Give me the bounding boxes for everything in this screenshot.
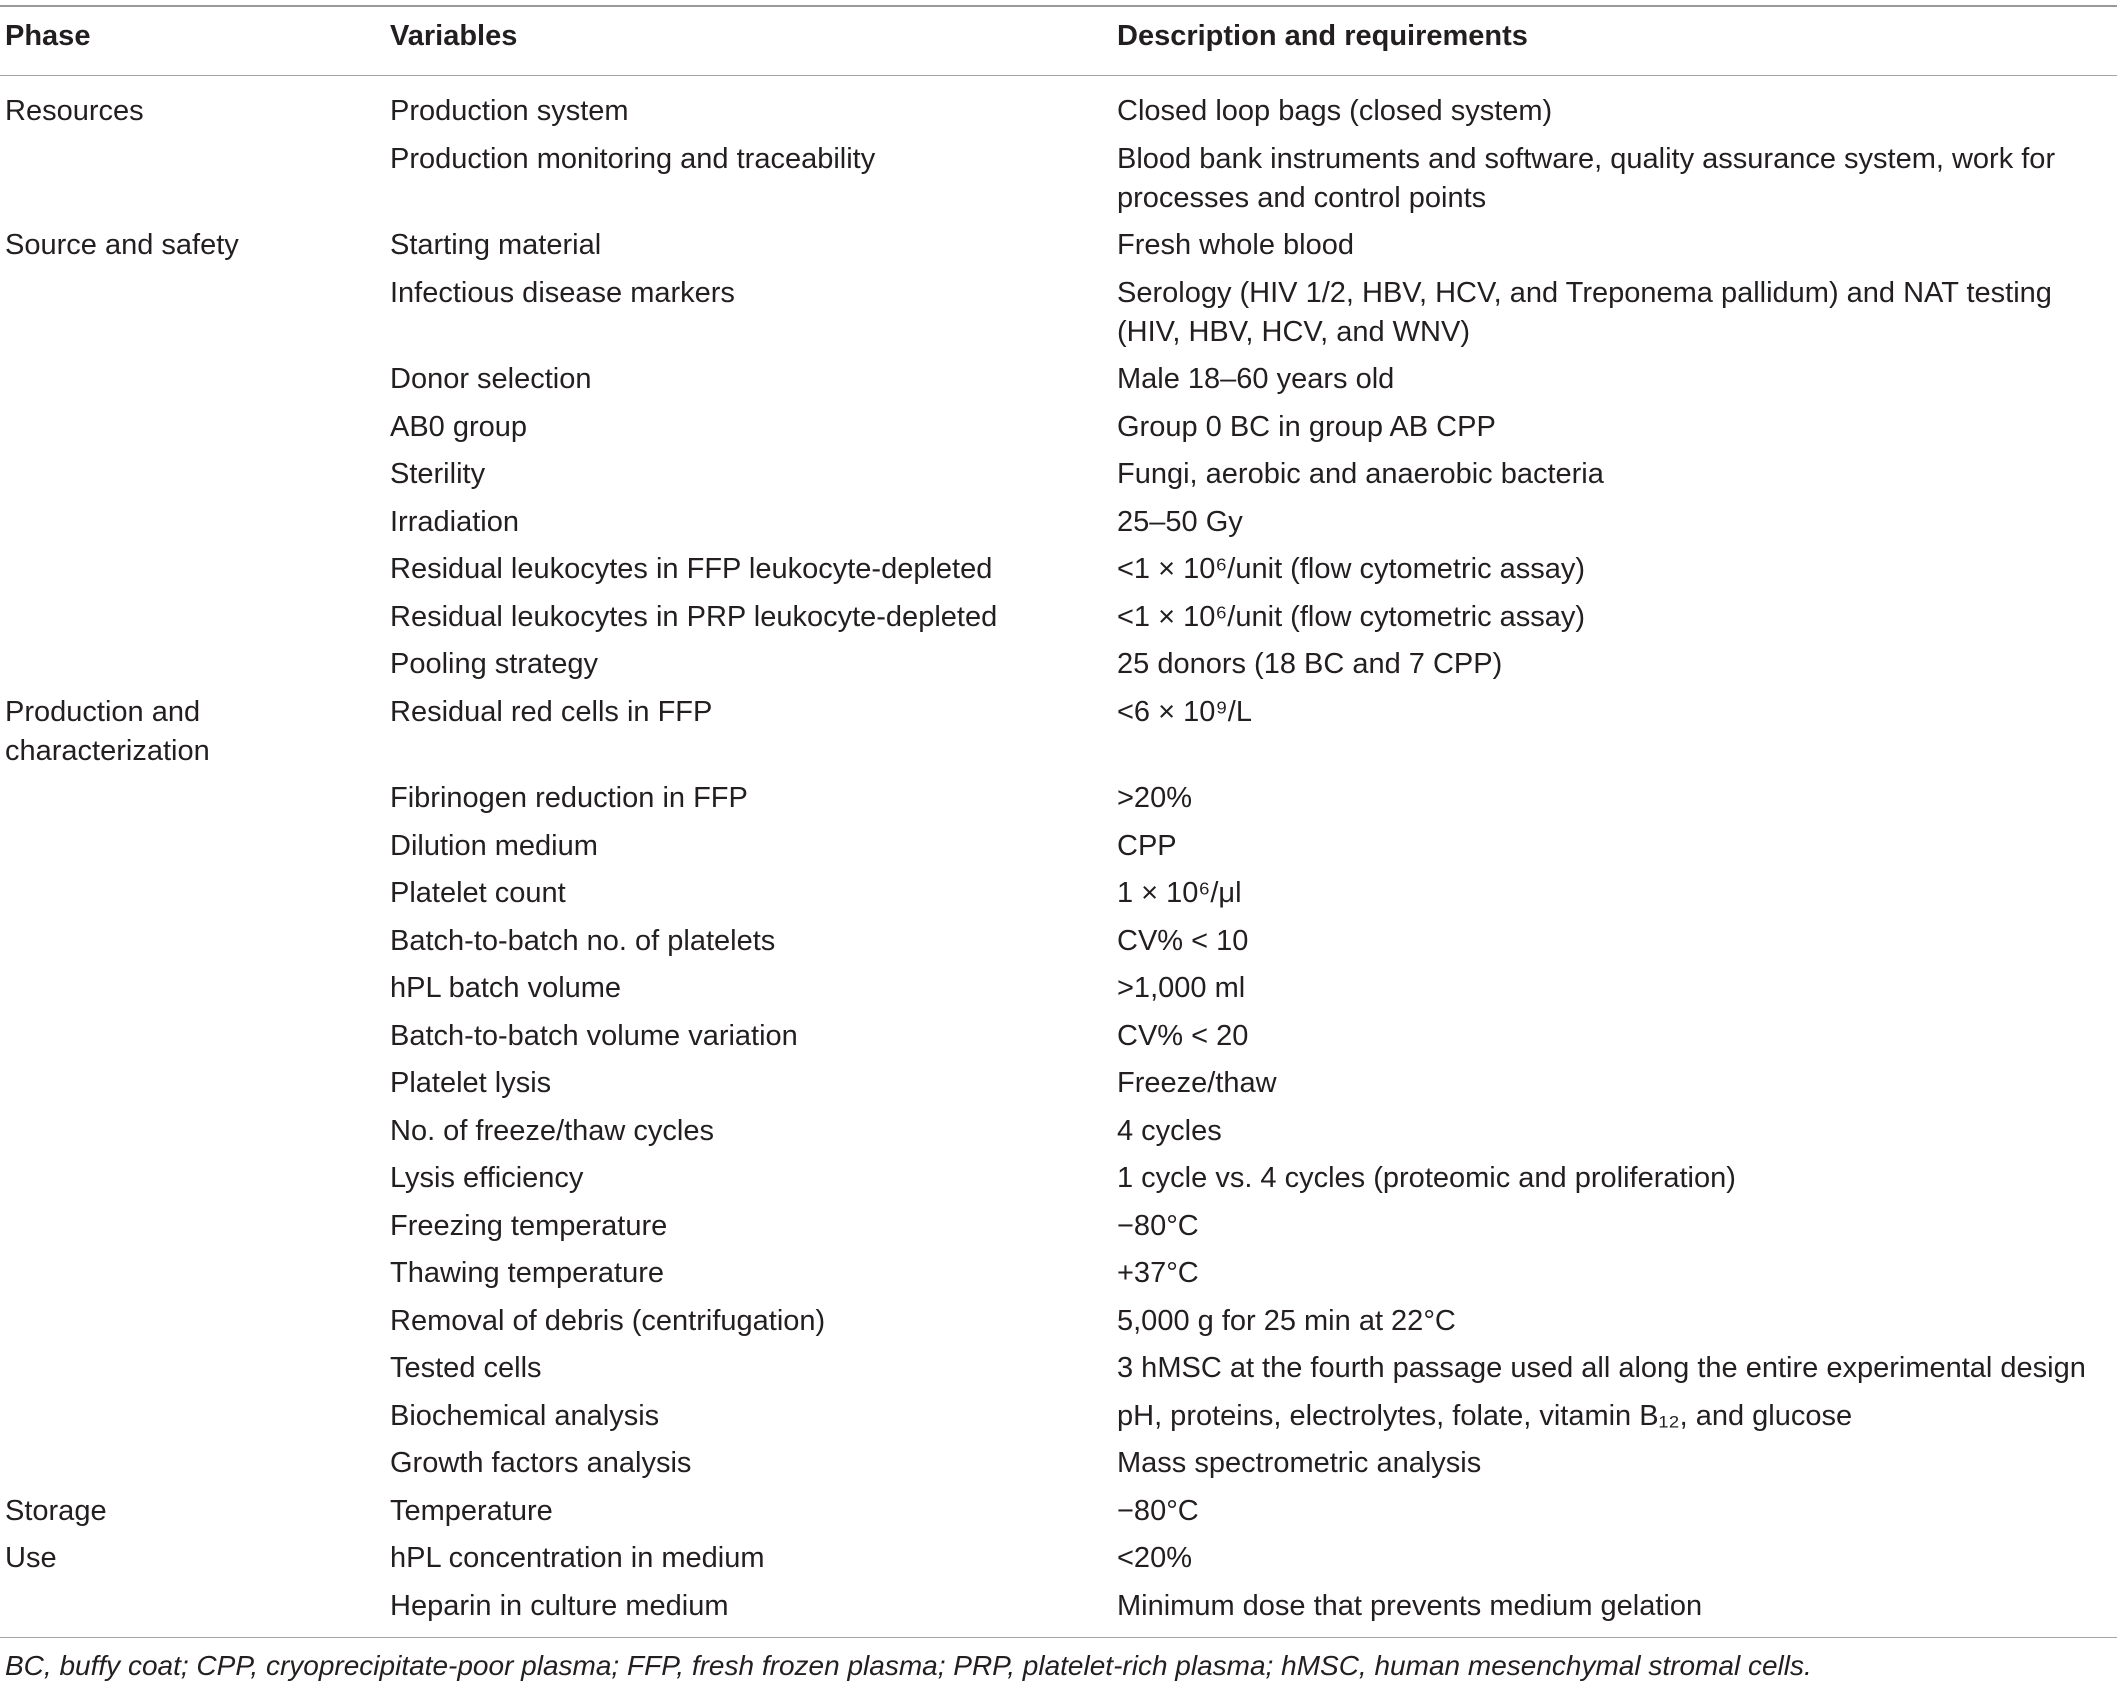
table-row (0, 827, 2117, 875)
cell-description: Closed loop bags (closed system) (1117, 95, 1553, 127)
table-row (0, 550, 2117, 598)
cell-variable: Residual leukocytes in FFP leukocyte-depleted (390, 553, 993, 585)
cell-description: Male 18–60 years old (1117, 363, 1395, 395)
cell-variable: Production monitoring and traceability (390, 142, 876, 175)
cell-variable: Starting material (390, 229, 602, 261)
table-row (0, 1349, 2117, 1397)
table-row (0, 1302, 2117, 1350)
cell-variable: No. of freeze/thaw cycles (390, 1114, 714, 1147)
cell-phase: Source and safety (5, 229, 239, 261)
cell-description: Freeze/thaw (1117, 1067, 1277, 1099)
table-row (0, 693, 2117, 780)
table-row (0, 969, 2117, 1017)
cell-description: Group 0 BC in group AB CPP (1117, 410, 1496, 443)
cell-description: 3 hMSC at the fourth passage used all along the entire experimental design (1117, 1352, 2086, 1384)
cell-variable: Fibrinogen reduction in FFP (390, 782, 748, 814)
cell-description: 5,000 g for 25 min at 22°C (1117, 1304, 1456, 1337)
cell-description: <1 × 10⁶/unit (flow cytometric assay) (1117, 553, 1586, 585)
table-row (0, 360, 2117, 408)
table-row (0, 503, 2117, 551)
cell-description: Fungi, aerobic and anaerobic bacteria (1117, 458, 1604, 490)
cell-description: pH, proteins, electrolytes, folate, vitamin B₁₂, and glucose (1117, 1399, 1853, 1432)
cell-description: −80°C (1117, 1209, 1199, 1242)
table-row (0, 874, 2117, 922)
cell-variable: Platelet count (390, 877, 566, 909)
table-row (0, 779, 2117, 827)
cell-phase: Use (5, 1542, 57, 1574)
cell-variable: Donor selection (390, 363, 592, 395)
cell-description: Fresh whole blood (1117, 229, 1354, 261)
cell-description: <20% (1117, 1542, 1192, 1574)
cell-variable: Sterility (390, 458, 486, 490)
cell-description: >20% (1117, 782, 1192, 814)
cell-description: <1 × 10⁶/unit (flow cytometric assay) (1117, 600, 1586, 633)
cell-phase: Storage (5, 1494, 107, 1527)
table-row (0, 645, 2117, 693)
table-row (0, 1587, 2117, 1635)
cell-variable: Freezing temperature (390, 1209, 668, 1242)
table-row (0, 1397, 2117, 1445)
cell-variable: Batch-to-batch volume variation (390, 1019, 798, 1052)
cell-description: >1,000 ml (1117, 972, 1246, 1004)
cell-variable: Platelet lysis (390, 1067, 552, 1099)
table-body (0, 92, 2117, 1634)
cell-variable: Infectious disease markers (390, 276, 735, 309)
cell-description: 1 × 10⁶/μl (1117, 877, 1242, 909)
table-row (0, 1017, 2117, 1065)
cell-description: Blood bank instruments and software, quality assurance system, work for processes and control points (1117, 142, 2056, 214)
cell-variable: Temperature (390, 1494, 553, 1527)
cell-variable: Growth factors analysis (390, 1447, 692, 1479)
cell-description: Serology (HIV 1/2, HBV, HCV, and Treponema pallidum) and NAT testing (HIV, HBV, HCV, and WNV) (1117, 276, 2052, 348)
cell-variable: AB0 group (390, 410, 528, 443)
table-row (0, 455, 2117, 503)
table-row (0, 92, 2117, 140)
cell-description: 4 cycles (1117, 1114, 1222, 1147)
cell-phase: Resources (5, 95, 144, 127)
table-bottom-rule (0, 1637, 2117, 1638)
table-row (0, 1254, 2117, 1302)
table-row (0, 1207, 2117, 1255)
cell-variable: Dilution medium (390, 829, 598, 862)
cell-variable: Heparin in culture medium (390, 1589, 729, 1622)
table-row (0, 922, 2117, 970)
cell-description: <6 × 10⁹/L (1117, 695, 1252, 728)
table-row (0, 1539, 2117, 1587)
cell-variable: Pooling strategy (390, 648, 598, 680)
cell-variable: Production system (390, 95, 629, 127)
table-row (0, 274, 2117, 361)
cell-description: 25 donors (18 BC and 7 CPP) (1117, 648, 1503, 680)
cell-description: Minimum dose that prevents medium gelation (1117, 1589, 1703, 1622)
table-row (0, 1159, 2117, 1207)
cell-description: 1 cycle vs. 4 cycles (proteomic and proliferation) (1117, 1162, 1736, 1194)
header-phase: Phase (5, 20, 91, 52)
table-header (0, 20, 2117, 60)
table-header-rule (0, 75, 2117, 76)
cell-description: CV% < 20 (1117, 1019, 1249, 1052)
header-variables: Variables (390, 20, 518, 52)
cell-variable: hPL batch volume (390, 972, 622, 1004)
cell-variable: Biochemical analysis (390, 1399, 660, 1432)
cell-variable: Irradiation (390, 505, 519, 538)
table-row (0, 1492, 2117, 1540)
cell-description: CV% < 10 (1117, 924, 1249, 957)
cell-variable: Thawing temperature (390, 1257, 665, 1289)
cell-variable: Batch-to-batch no. of platelets (390, 924, 776, 957)
cell-description: 25–50 Gy (1117, 505, 1243, 538)
table-row (0, 226, 2117, 274)
cell-description: Mass spectrometric analysis (1117, 1447, 1482, 1479)
table-row (0, 598, 2117, 646)
cell-variable: Lysis efficiency (390, 1162, 584, 1194)
cell-phase: Production and characterization (5, 695, 210, 767)
table-row (0, 140, 2117, 227)
table-row (0, 1112, 2117, 1160)
cell-description: −80°C (1117, 1494, 1199, 1527)
cell-variable: Residual leukocytes in PRP leukocyte-depleted (390, 600, 998, 633)
header-description: Description and requirements (1117, 20, 1528, 52)
table-top-rule (0, 5, 2117, 7)
cell-variable: hPL concentration in medium (390, 1542, 765, 1574)
cell-variable: Residual red cells in FFP (390, 695, 713, 728)
table-row (0, 408, 2117, 456)
cell-variable: Tested cells (390, 1352, 542, 1384)
table-row (0, 1444, 2117, 1492)
cell-description: CPP (1117, 829, 1177, 862)
cell-variable: Removal of debris (centrifugation) (390, 1304, 826, 1337)
cell-description: +37°C (1117, 1257, 1199, 1289)
table-footnote: BC, buffy coat; CPP, cryoprecipitate-poor plasma; FFP, fresh frozen plasma; PRP, platelet-rich plasma; hMSC, human mesenchymal stromal cells. (5, 1650, 1812, 1681)
table-row (0, 1064, 2117, 1112)
